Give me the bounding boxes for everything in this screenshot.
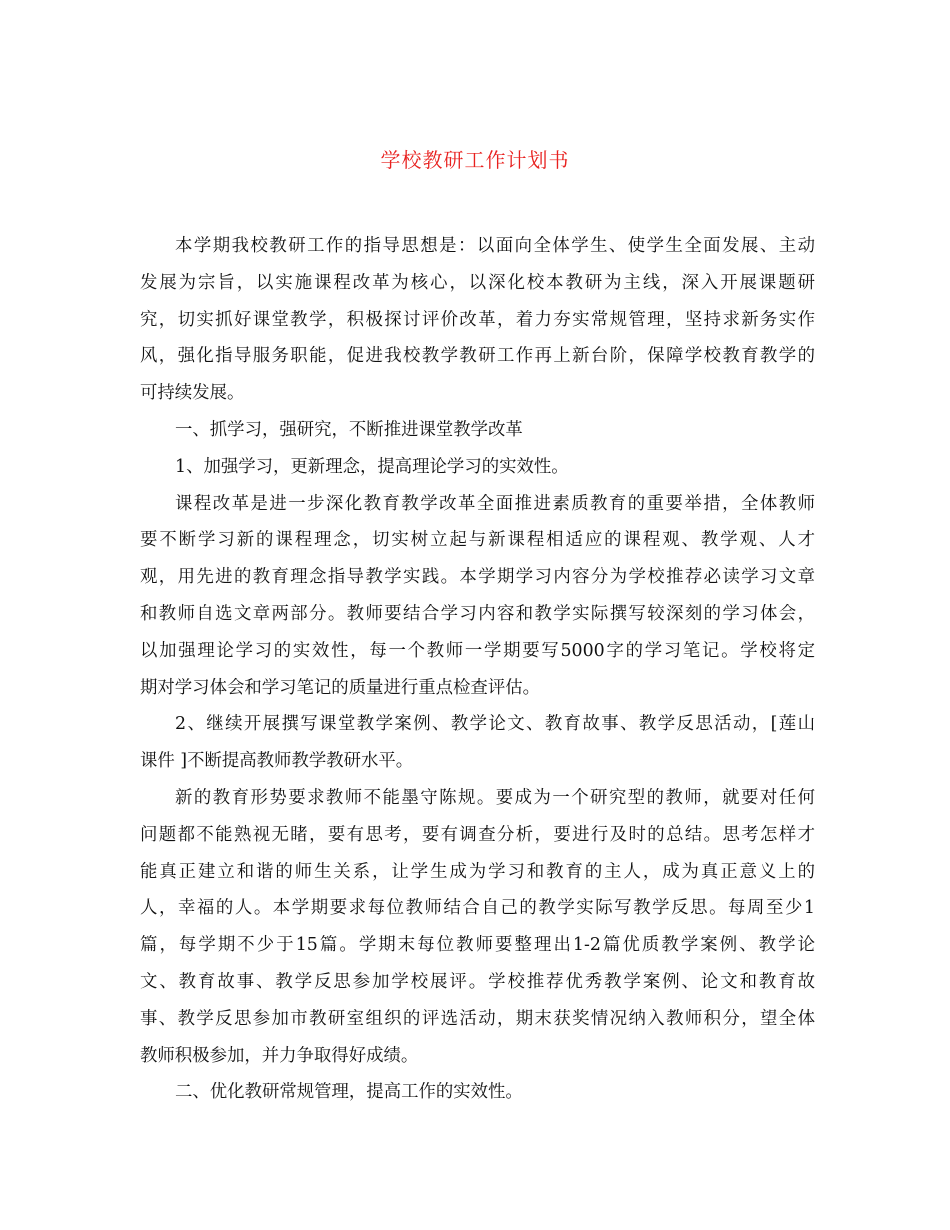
paragraph-line: 能真正建立和谐的师生关系，让学生成为学习和教育的主人，成为真正意义上的	[140, 861, 815, 882]
subheading-2	[140, 706, 815, 780]
paragraph-line: 课件 ]不断提高教师教学教研水平。	[140, 751, 414, 772]
paragraph-line: 事、教学反思参加市教研室组织的评选活动，期末获奖情况纳入教师积分，望全体	[140, 1008, 815, 1029]
paragraph-line: 风，强化指导服务职能，促进我校教学教研工作再上新台阶，保障学校教育教学的	[140, 346, 815, 367]
paragraph-guiding-thought	[140, 228, 815, 412]
paragraph-line: 可持续发展。	[140, 383, 245, 404]
section-heading-1	[140, 412, 815, 449]
paragraph-line: 2、继续开展撰写课堂教学案例、教学论文、教育故事、教学反思活动，[莲山	[175, 714, 815, 735]
paragraph-line: 和教师自选文章两部分。教师要结合学习内容和教学实际撰写较深刻的学习体会，	[140, 603, 815, 624]
paragraph-line: 本学期我校教研工作的指导思想是：以面向全体学生、使学生全面发展、主动	[175, 236, 815, 256]
paragraph-line: 文、教育故事、教学反思参加学校展评。学校推荐优秀教学案例、论文和教育故	[140, 971, 815, 992]
paragraph-line: 人，幸福的人。本学期要求每位教师结合自己的教学实际写教学反思。每周至少1	[140, 898, 815, 919]
paragraph-line: 发展为宗旨，以实施课程改革为核心，以深化校本教研为主线，深入开展课题研	[140, 272, 815, 293]
subheading-1	[140, 449, 815, 486]
paragraph-line: 究，切实抓好课堂教学，积极探讨评价改革，着力夯实常规管理，坚持求新务实作	[140, 309, 815, 330]
heading-line: 二、优化教研常规管理，提高工作的实效性。	[175, 1082, 523, 1103]
paragraph-reflection	[140, 780, 815, 1074]
document-title: 学校教研工作计划书	[380, 148, 570, 172]
paragraph-line: 以加强理论学习的实效性，每一个教师一学期要写5000字的学习笔记。学校将定	[140, 640, 815, 661]
paragraph-line: 教师积极参加，并力争取得好成绩。	[140, 1045, 419, 1066]
paragraph-line: 要不断学习新的课程理念，切实树立起与新课程相适应的课程观、教学观、人才	[140, 530, 815, 551]
heading-line: 一、抓学习，强研究，不断推进课堂教学改革	[175, 419, 523, 440]
paragraph-curriculum-reform	[140, 486, 815, 707]
paragraph-line: 篇，每学期不少于15篇。学期末每位教师要整理出1-2篇优质教学案例、教学论	[140, 935, 815, 956]
paragraph-line: 课程改革是进一步深化教育教学改革全面推进素质教育的重要举措，全体教师	[175, 493, 815, 514]
paragraph-line: 问题都不能熟视无睹，要有思考，要有调查分析，要进行及时的总结。思考怎样才	[140, 824, 815, 845]
paragraph-line: 观，用先进的教育理念指导教学实践。本学期学习内容分为学校推荐必读学习文章	[140, 567, 815, 588]
paragraph-line: 期对学习体会和学习笔记的质量进行重点检查评估。	[140, 677, 540, 698]
section-heading-2	[140, 1074, 815, 1111]
document-body	[140, 228, 815, 1111]
paragraph-line: 新的教育形势要求教师不能墨守陈规。要成为一个研究型的教师，就要对任何	[175, 787, 815, 808]
heading-line: 1、加强学习，更新理念，提高理论学习的实效性。	[175, 456, 569, 477]
